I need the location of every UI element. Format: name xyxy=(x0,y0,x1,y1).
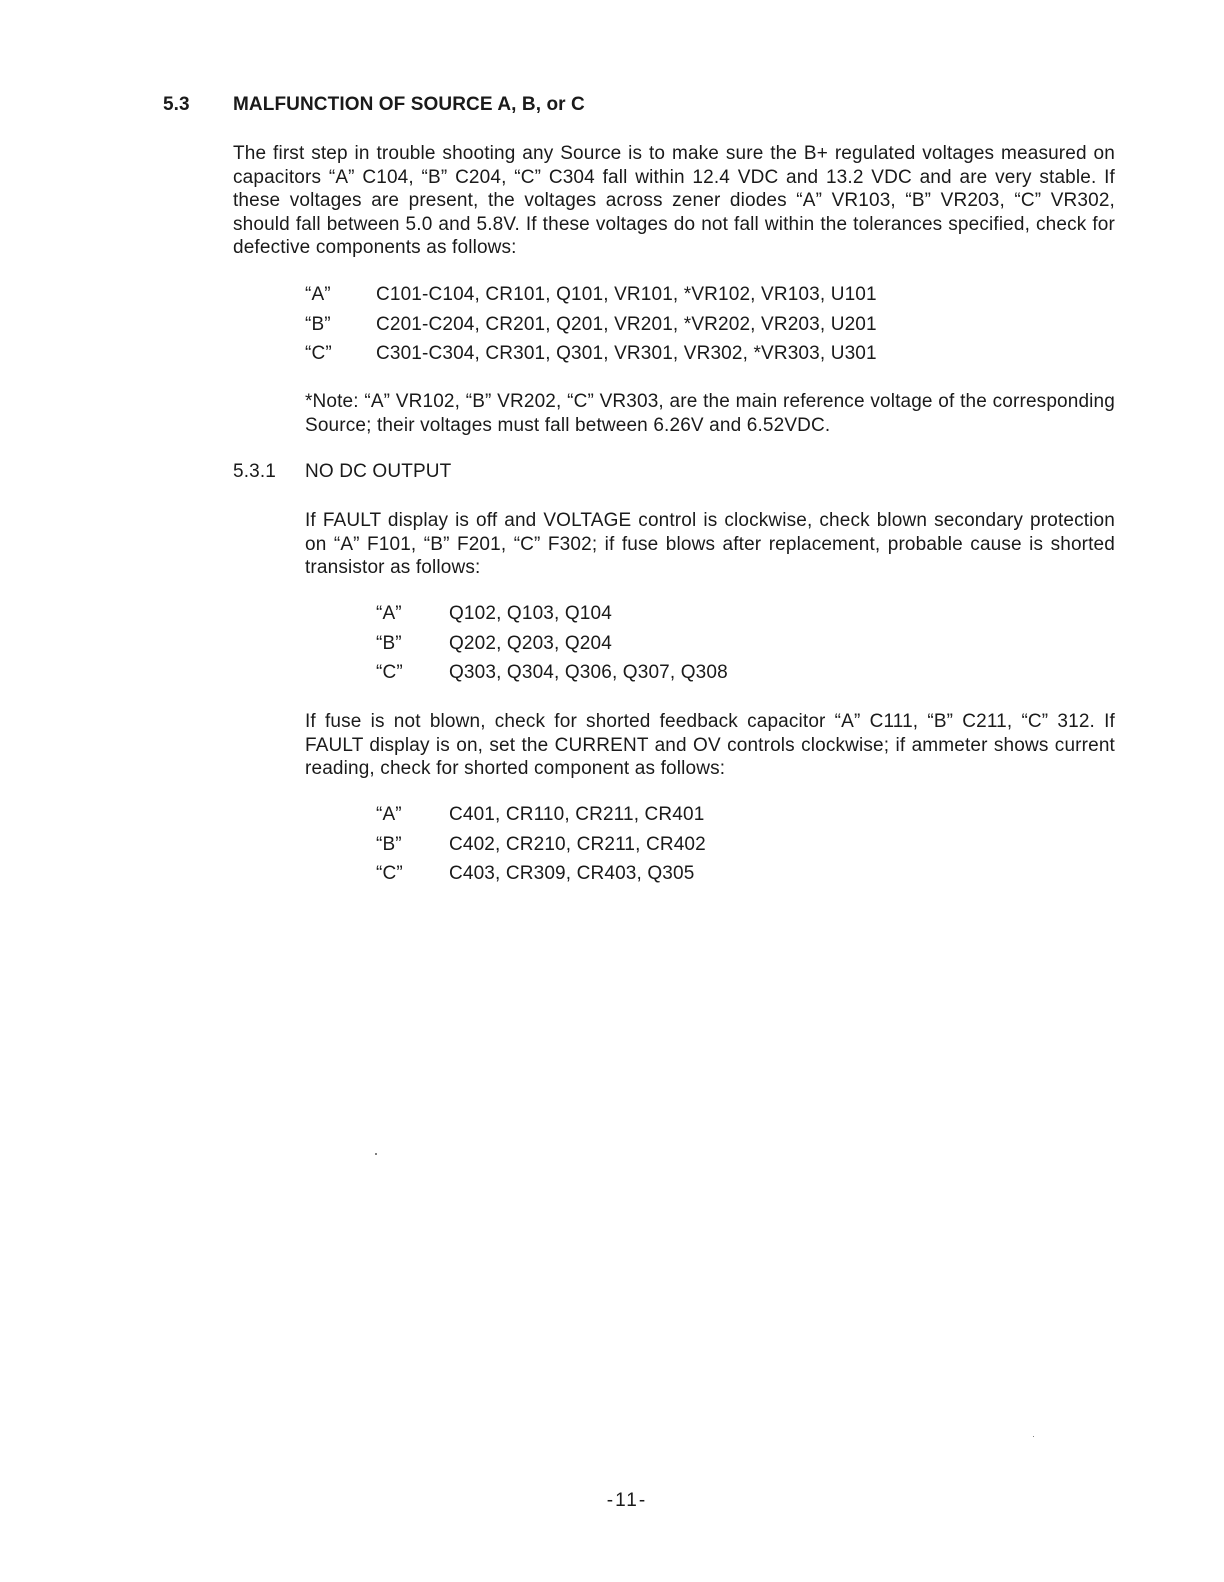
source-label: “A” xyxy=(376,603,402,624)
component-values: Q202, Q203, Q204 xyxy=(449,632,612,654)
source-label: “C” xyxy=(305,343,332,364)
source-label: “A” xyxy=(376,804,402,825)
source-label: “C” xyxy=(376,863,403,884)
component-values: Q303, Q304, Q306, Q307, Q308 xyxy=(449,662,728,683)
source-label: “B” xyxy=(376,833,402,855)
component-values: C401, CR110, CR211, CR401 xyxy=(449,804,705,825)
component-values: C101-C104, CR101, Q101, VR101, *VR102, VR103, U101 xyxy=(376,284,877,305)
scan-speck xyxy=(375,1153,377,1155)
component-values: C403, CR309, CR403, Q305 xyxy=(449,863,695,884)
component-values: Q102, Q103, Q104 xyxy=(449,603,612,624)
note-paragraph: *Note: “A” VR102, “B” VR202, “C” VR303, are the main reference voltage of the corresponding Source; their voltages must fall between 6.26V and 6.52VDC. xyxy=(305,391,1115,436)
source-label: “B” xyxy=(305,313,331,335)
component-values: C201-C204, CR201, Q201, VR201, *VR202, VR203, U201 xyxy=(376,313,877,335)
page-number: -11- xyxy=(606,1490,648,1511)
subsection-title: NO DC OUTPUT xyxy=(305,461,452,482)
component-values: C402, CR210, CR211, CR402 xyxy=(449,833,706,855)
no-dc-paragraph: If FAULT display is off and VOLTAGE control is clockwise, check blown secondary protection on “A” F101, “B” F201, “C” F302; if fuse blows after replacement, probable cause is shorted transistor as follows: xyxy=(305,510,1115,579)
section-number: 5.3 xyxy=(163,94,190,115)
source-label: “B” xyxy=(376,632,402,654)
source-label: “C” xyxy=(376,662,403,683)
intro-paragraph: The first step in trouble shooting any Source is to make sure the B+ regulated voltages measured on capacitors “A” C104, “B” C204, “C” C304 fall within 12.4 VDC and 13.2 VDC and are very stable. If these voltages are present, the voltages across zener diodes “A” VR103, “B” VR203, “C” VR302, should fall between 5.0 and 5.8V. If these voltages do not fall within the tolerances specified, check for defective components as follows: xyxy=(233,143,1115,259)
component-values: C301-C304, CR301, Q301, VR301, VR302, *VR303, U301 xyxy=(376,343,877,364)
subsection-number: 5.3.1 xyxy=(233,461,277,482)
scan-speck xyxy=(1033,1436,1034,1437)
fuse-paragraph: If fuse is not blown, check for shorted feedback capacitor “A” C111, “B” C211, “C” 312. If FAULT display is on, set the CURRENT and OV controls clockwise; if ammeter shows current reading, check for shorted component as follows: xyxy=(305,711,1115,780)
section-title: MALFUNCTION OF SOURCE A, B, or C xyxy=(233,94,585,115)
source-label: “A” xyxy=(305,284,331,305)
